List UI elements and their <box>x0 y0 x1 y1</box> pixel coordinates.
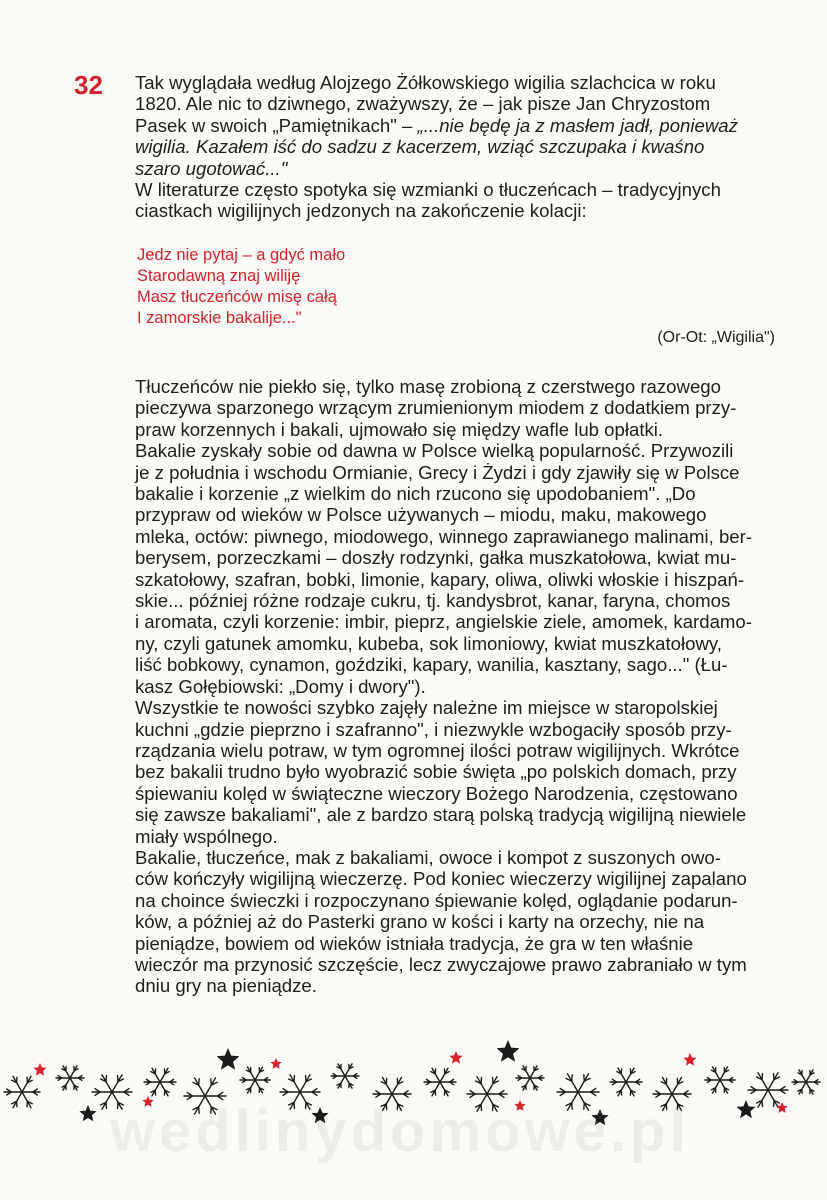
text-line: Bakalie, tłuczeńce, mak z bakaliami, owoce i kompot z suszonych owo- <box>135 846 721 868</box>
text-line: szkatołowy, szafran, bobki, limonie, kapary, oliwa, oliwki włoskie i hiszpań- <box>135 568 745 590</box>
star-icon <box>79 1105 96 1121</box>
text-line: i aromata, czyli korzenie: imbir, pieprz, angielskie ziele, amomek, kardamo- <box>135 611 752 633</box>
poem-line: Jedz nie pytaj – a gdyć mało <box>137 246 346 264</box>
snowflake-icon <box>4 1076 40 1107</box>
text-line: się zawsze bakaliami", ale z bardzo starą polską tradycją wigilijną niewiele <box>135 804 747 826</box>
pasek-quote: wigilia. Kazałem iść do sadzu z kacerzem, wziąć szczupaka i kwaśno <box>135 136 705 158</box>
star-icon <box>683 1053 696 1066</box>
paragraph <box>113 376 776 440</box>
text-line: miały wspólnego. <box>135 825 278 847</box>
watermark: wedlinydomowe.pl <box>110 1099 690 1164</box>
text-line <box>113 115 776 136</box>
snowflake-icon <box>516 1066 544 1090</box>
star-icon <box>449 1051 462 1064</box>
star-icon <box>776 1102 787 1113</box>
text-line: Bakalie zyskały sobie od dawna w Polsce wielką popularność. Przywozili <box>135 440 734 462</box>
snowflake-icon <box>331 1064 359 1088</box>
text-line: ców kończyły wigilijną wieczerzę. Pod koniec wieczerzy wigilijnej zapalano <box>135 868 747 890</box>
text-line: śpiewaniu kolęd w świąteczne wieczory Bożego Narodzenia, częstowano <box>135 782 738 804</box>
text-line: praw korzennych i bakali, ujmowało się między wafle lub opłatki. <box>135 418 664 440</box>
text-line: dniu gry na pieniądze. <box>135 975 317 997</box>
text-line: wieczór ma przynosić szczęście, lecz zwyczajowe prawo zabraniało w tym <box>135 953 747 975</box>
text-line: W literaturze często spotyka się wzmianki o tłuczeńcach – tradycyjnych <box>135 179 721 201</box>
star-icon <box>497 1040 520 1062</box>
page-number: 32 <box>74 70 103 100</box>
text-line: 1820. Ale nic to dziwnego, zważywszy, że – jak pisze Jan Chryzostom <box>135 93 711 115</box>
star-icon <box>217 1048 240 1070</box>
text-line: kasz Gołębiowski: „Domy i dwory"). <box>135 675 426 697</box>
text-line: rządzania wielu potraw, w tym ogromnej ilości potraw wigilijnych. Wkrótce <box>135 739 740 761</box>
snowflake-icon <box>792 1070 820 1094</box>
star-icon <box>33 1063 46 1076</box>
pasek-quote: „...nie będę ja z masłem jadł, ponieważ <box>417 114 738 136</box>
text-line: Wszystkie te nowości szybko zajęły należne im miejsce w staropolskiej <box>135 697 718 719</box>
paragraph <box>113 440 776 697</box>
main-text <box>113 376 776 997</box>
intro-paragraph <box>113 72 776 179</box>
text-line: je z południa i wschodu Ormianie, Grecy i Żydzi i gdy zjawiły się w Polsce <box>135 461 740 483</box>
poem-line: Starodawną znaj wiliję <box>137 267 301 285</box>
snowflake-icon <box>240 1067 270 1093</box>
text-line: bez bakalii trudno było wyobrazić sobie święta „po polskich domach, przy <box>135 761 737 783</box>
text-line: pieczywa sparzonego wrzącym zrumienionym miodem z dodatkiem przy- <box>135 397 737 419</box>
snowflake-icon <box>610 1068 642 1096</box>
text-line: Tak wyglądała według Alojzego Żółkowskiego wigilia szlachcica w roku <box>135 72 716 93</box>
intro-section <box>113 72 776 222</box>
text-line: kuchni „gdzie pieprzno i szafranno", i niezwykle wzbogaciły sposób przy- <box>135 718 732 740</box>
pasek-quote: szaro ugotować..." <box>135 157 288 179</box>
text-line: pieniądze, bowiem od wieków istniała tradycja, że gra w ten właśnie <box>135 932 694 954</box>
text-line: przypraw od wieków w Polsce używanych – miodu, maku, makowego <box>135 504 707 526</box>
text-line: berysem, porzeczkami – doszły rodzynki, gałka muszkatołowa, kwiat mu- <box>135 547 737 569</box>
text-fragment: Pasek w swoich „Pamiętnikach" – <box>135 114 418 136</box>
text-line: bakalie i korzenie „z wielkim do nich rzucono się upodobaniem". „Do <box>135 483 696 505</box>
snowflake-icon <box>705 1067 735 1093</box>
poem-line: Masz tłuczeńców misę całą <box>137 288 337 306</box>
literature-paragraph <box>113 179 776 222</box>
text-line: skie... później różne rodzaje cukru, tj. kandysbrot, kanar, faryna, chomos <box>135 590 731 612</box>
snowflake-icon <box>424 1068 456 1096</box>
poem-line: I zamorskie bakalije..." <box>137 309 302 327</box>
text-line: ków, a później aż do Pasterki grano w kości i karty na orzechy, nie na <box>135 911 705 933</box>
text-line: ny, czyli gatunek amomku, kubeba, sok limoniowy, kwiat muszkatołowy, <box>135 632 722 654</box>
poem-attribution: (Or-Ot: „Wigilia") <box>657 329 775 346</box>
snowflake-icon <box>144 1068 176 1096</box>
snowflake-icon <box>56 1066 84 1090</box>
text-line: Tłuczeńców nie piekło się, tylko masę zrobioną z czerstwego razowego <box>135 376 721 397</box>
star-icon <box>737 1100 756 1118</box>
text-line: liść bobkowy, cynamon, goździki, kapary, wanilia, kasztany, sago..." (Łu- <box>135 654 728 676</box>
text-line: na choince świeczki i rozpoczynano śpiewanie kolęd, oglądanie podarun- <box>135 889 738 911</box>
text-line: ciastkach wigilijnych jedzonych na zakończenie kolacji: <box>135 200 587 222</box>
star-icon <box>270 1058 281 1069</box>
text-line: mleka, octów: piwnego, miodowego, winnego zaprawianego malinami, ber- <box>135 525 753 547</box>
poem <box>137 245 345 329</box>
paragraph <box>113 847 776 997</box>
paragraph <box>113 697 776 847</box>
